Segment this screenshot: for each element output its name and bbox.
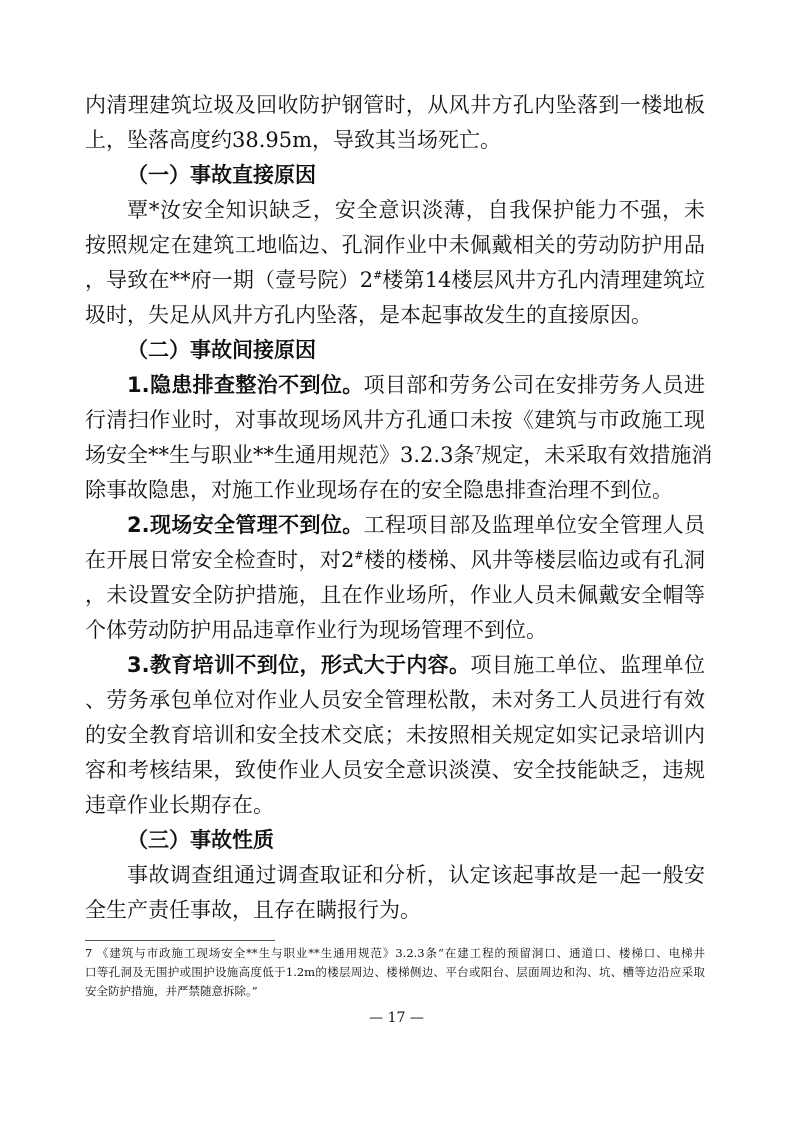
footnote-line: 7 《建筑与市政施工现场安全**生与职业**生通用规范》3.2.3条“在建工程的预留洞口、通道口、楼梯口、电梯井 bbox=[85, 946, 705, 960]
paragraph-line: 内清理建筑垃圾及回收防护钢管时，从风井方孔内坠落到一楼地板 bbox=[85, 93, 705, 117]
paragraph-line: 圾时，失足从风井方孔内坠落，是本起事故发生的直接原因。 bbox=[85, 303, 652, 327]
section-heading-nature: （三）事故性质 bbox=[127, 828, 274, 852]
paragraph-line: 场安全**生与职业**生通用规范》3.2.3条$^7$规定，未采取有效措施消 bbox=[85, 443, 713, 467]
paragraph-line: 个体劳动防护用品违章作业行为现场管理不到位。 bbox=[85, 618, 547, 642]
paragraph-line: ，导致在**府一期（壹号院）2#楼第14楼层风井方孔内清理建筑垃 bbox=[85, 268, 705, 292]
section-heading-indirect-cause: （二）事故间接原因 bbox=[127, 338, 316, 362]
paragraph-line: 除事故隐患，对施工作业现场存在的安全隐患排查治理不到位。 bbox=[85, 478, 673, 502]
paragraph-line: 1.隐患排查整治不到位。项目部和劳务公司在安排劳务人员进 bbox=[127, 373, 706, 397]
footnote-line: 安全防护措施，并严禁随意拆除。” bbox=[85, 984, 258, 998]
paragraph-line: 的安全教育培训和安全技术交底；未按照相关规定如实记录培训内 bbox=[85, 723, 705, 747]
footnote-ref: 7 bbox=[474, 444, 482, 457]
item-lead: 2.现场安全管理不到位。 bbox=[127, 513, 364, 537]
item-lead: 1.隐患排查整治不到位。 bbox=[127, 373, 364, 397]
paragraph-line: 覃*汝安全知识缺乏，安全意识淡薄，自我保护能力不强，未 bbox=[127, 198, 705, 222]
section-heading-direct-cause: （一）事故直接原因 bbox=[127, 163, 316, 187]
paragraph-line: 行清扫作业时，对事故现场风井方孔通口未按《建筑与市政施工现 bbox=[85, 408, 705, 432]
paragraph-line: 在开展日常安全检查时，对2#楼的楼梯、风井等楼层临边或有孔洞 bbox=[85, 548, 705, 572]
paragraph-line: 上，坠落高度约38.95m，导致其当场死亡。 bbox=[85, 128, 502, 152]
footnote-line: 口等孔洞及无围护或围护设施高度低于1.2m的楼层周边、楼梯侧边、平台或阳台、层面周边和沟、坑、槽等边沿应采取 bbox=[85, 965, 705, 979]
superscript-mark: # bbox=[354, 549, 364, 562]
footnote-separator bbox=[85, 940, 275, 941]
paragraph-line: 容和考核结果，致使作业人员安全意识淡漠、安全技能缺乏，违规 bbox=[85, 758, 705, 782]
paragraph-line: 2.现场安全管理不到位。工程项目部及监理单位安全管理人员 bbox=[127, 513, 706, 537]
paragraph-line: 全生产责任事故，且存在瞒报行为。 bbox=[85, 898, 421, 922]
item-lead: 3.教育培训不到位，形式大于内容。 bbox=[127, 653, 471, 677]
superscript-mark: # bbox=[373, 269, 383, 282]
paragraph-line: 、劳务承包单位对作业人员安全管理松散，未对务工人员进行有效 bbox=[85, 688, 705, 712]
paragraph-line: 3.教育培训不到位，形式大于内容。项目施工单位、监理单位 bbox=[127, 653, 706, 677]
page-number: — 17 — bbox=[369, 1010, 424, 1026]
paragraph-line: 违章作业长期存在。 bbox=[85, 793, 274, 817]
paragraph-line: 事故调查组通过调查取证和分析，认定该起事故是一起一般安 bbox=[127, 863, 705, 887]
paragraph-line: 按照规定在建筑工地临边、孔洞作业中未佩戴相关的劳动防护用品 bbox=[85, 233, 705, 257]
paragraph-line: ，未设置安全防护措施，且在作业场所，作业人员未佩戴安全帽等 bbox=[85, 583, 705, 607]
